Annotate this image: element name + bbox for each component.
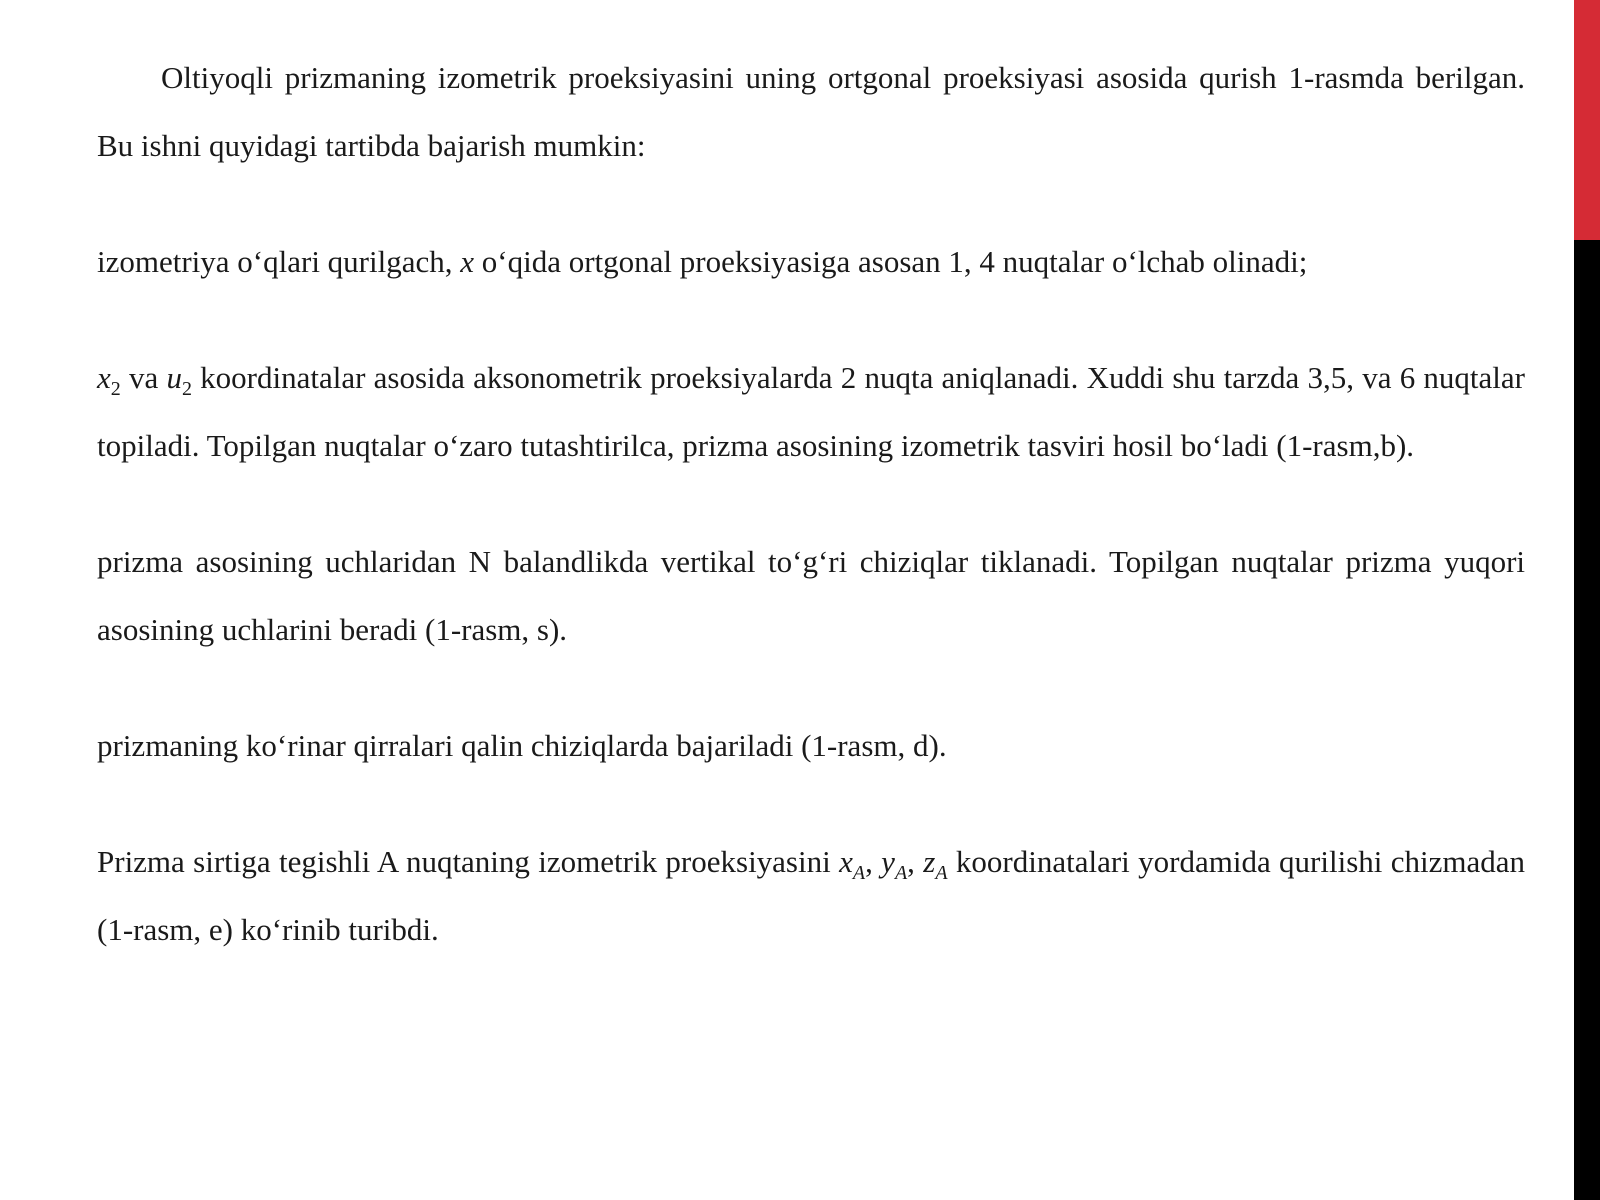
side-accent-black (1574, 240, 1600, 1200)
var-za: z (923, 844, 936, 879)
slide-body (97, 44, 1525, 1012)
var-ya-subscript: A (894, 862, 908, 884)
var-ya: y (881, 844, 895, 879)
var-u2-subscript: 2 (181, 378, 192, 400)
var-x2: x (97, 360, 111, 395)
paragraph-point-a-before: Prizma sirtiga tegishli A nuqtaning izometrik proeksiyasini (97, 844, 840, 879)
var-xa-subscript: A (852, 862, 866, 884)
var-x2-subscript: 2 (110, 378, 121, 400)
separator-2: , (907, 844, 924, 879)
paragraph-intro (97, 44, 1525, 180)
paragraph-step-axes (97, 228, 1525, 296)
side-accent-red (1574, 0, 1600, 240)
paragraph-step-points-after: koordinatalar asosida aksonometrik proeksiyalarda 2 nuqta aniqlanadi. Xuddi shu tarzda 3,5, va 6 nuqtalar topiladi. Topilgan nuqtalar o‘zaro tutashtirilca, prizma asosining izometrik tasviri hosil bo‘ladi (1-rasm,b). (97, 360, 1525, 463)
var-za-subscript: A (935, 862, 948, 884)
var-x: x (460, 244, 475, 279)
var-xa: x (839, 844, 853, 879)
paragraph-intro-text: Oltiyoqli prizmaning izometrik proeksiyasini uning ortgonal proeksiyasi asosida qurish 1-rasmda berilgan. Bu ishni quyidagi tartibda bajarish mumkin: (97, 60, 1525, 163)
paragraph-point-a-after: koordinatalari yordamida qurilishi chizmadan (1-rasm, e) ko‘rinib turibdi. (97, 844, 1526, 947)
paragraph-step-axes-after: o‘qida ortgonal proeksiyasiga asosan 1, 4 nuqtalar o‘lchab olinadi; (474, 244, 1308, 279)
side-accent-bar (1574, 0, 1600, 1200)
paragraph-step-points (97, 344, 1525, 480)
paragraph-point-a (97, 828, 1525, 964)
paragraph-step-vertical (97, 528, 1525, 664)
paragraph-step-edges-text: prizmaning ko‘rinar qirralari qalin chiziqlarda bajariladi (1-rasm, d). (97, 728, 947, 763)
paragraph-step-points-mid: va (120, 360, 167, 395)
paragraph-step-vertical-text: prizma asosining uchlaridan N balandlikda vertikal to‘g‘ri chiziqlar tiklanadi. Topilgan nuqtalar prizma yuqori asosining uchlarini beradi (1-rasm, s). (97, 544, 1525, 647)
paragraph-step-edges (97, 712, 1525, 780)
var-u2: u (166, 360, 182, 395)
separator-1: , (865, 844, 882, 879)
paragraph-step-axes-before: izometriya o‘qlari qurilgach, (97, 244, 461, 279)
